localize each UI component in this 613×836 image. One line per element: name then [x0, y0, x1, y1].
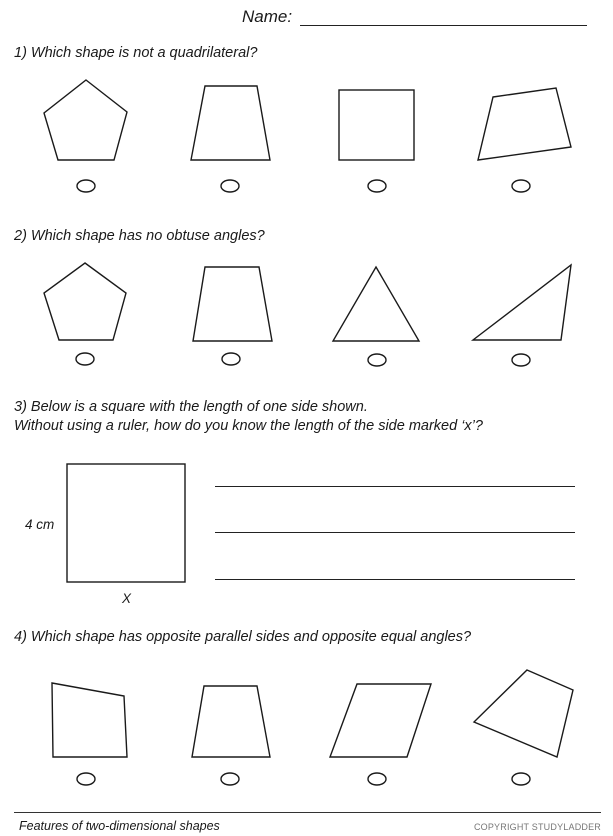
- q4-option-a-bubble[interactable]: [77, 773, 95, 785]
- footer-divider: [14, 812, 601, 813]
- q1-option-c-bubble[interactable]: [368, 180, 386, 192]
- q3-square-shape: [67, 464, 185, 582]
- q2-option-b-bubble[interactable]: [222, 353, 240, 365]
- q3-answer-line-2[interactable]: [215, 532, 575, 533]
- q4-parallelogram-shape: [330, 684, 431, 757]
- q1-quadrilateral-shape: [478, 88, 571, 160]
- q4-kite-shape: [474, 670, 573, 757]
- question-2-text: 2) Which shape has no obtuse angles?: [14, 228, 265, 244]
- question-1-text: 1) Which shape is not a quadrilateral?: [14, 45, 258, 61]
- question-3-text-line-2: Without using a ruler, how do you know the length of the side marked ‘x’?: [14, 418, 483, 434]
- q3-answer-line-1[interactable]: [215, 486, 575, 487]
- q3-marked-side-label: X: [122, 591, 132, 606]
- q2-right-triangle-shape: [473, 265, 571, 340]
- q1-square-shape: [339, 90, 414, 160]
- q1-option-d-bubble[interactable]: [512, 180, 530, 192]
- name-label: Name:: [242, 7, 293, 26]
- q1-option-a-bubble[interactable]: [77, 180, 95, 192]
- q2-option-d-bubble[interactable]: [512, 354, 530, 366]
- q3-side-length-label: 4 cm: [25, 517, 55, 532]
- question-3-text-line-1: 3) Below is a square with the length of one side shown.: [14, 399, 368, 415]
- footer-copyright: COPYRIGHT STUDYLADDER: [473, 822, 601, 832]
- q3-answer-line-3[interactable]: [215, 579, 575, 580]
- q4-trapezoid-shape: [192, 686, 270, 757]
- q1-trapezoid-shape: [191, 86, 270, 160]
- q2-option-c-bubble[interactable]: [368, 354, 386, 366]
- q4-option-b-bubble[interactable]: [221, 773, 239, 785]
- q2-triangle-shape: [333, 267, 419, 341]
- q2-pentagon-shape: [44, 263, 126, 340]
- q4-option-c-bubble[interactable]: [368, 773, 386, 785]
- footer-title: Features of two-dimensional shapes: [19, 819, 220, 833]
- q1-option-b-bubble[interactable]: [221, 180, 239, 192]
- q1-pentagon-shape: [44, 80, 127, 160]
- q2-trapezoid-shape: [193, 267, 272, 341]
- q4-option-d-bubble[interactable]: [512, 773, 530, 785]
- q4-irregular-quadrilateral-shape: [52, 683, 127, 757]
- q2-option-a-bubble[interactable]: [76, 353, 94, 365]
- question-4-text: 4) Which shape has opposite parallel sides and opposite equal angles?: [14, 629, 472, 645]
